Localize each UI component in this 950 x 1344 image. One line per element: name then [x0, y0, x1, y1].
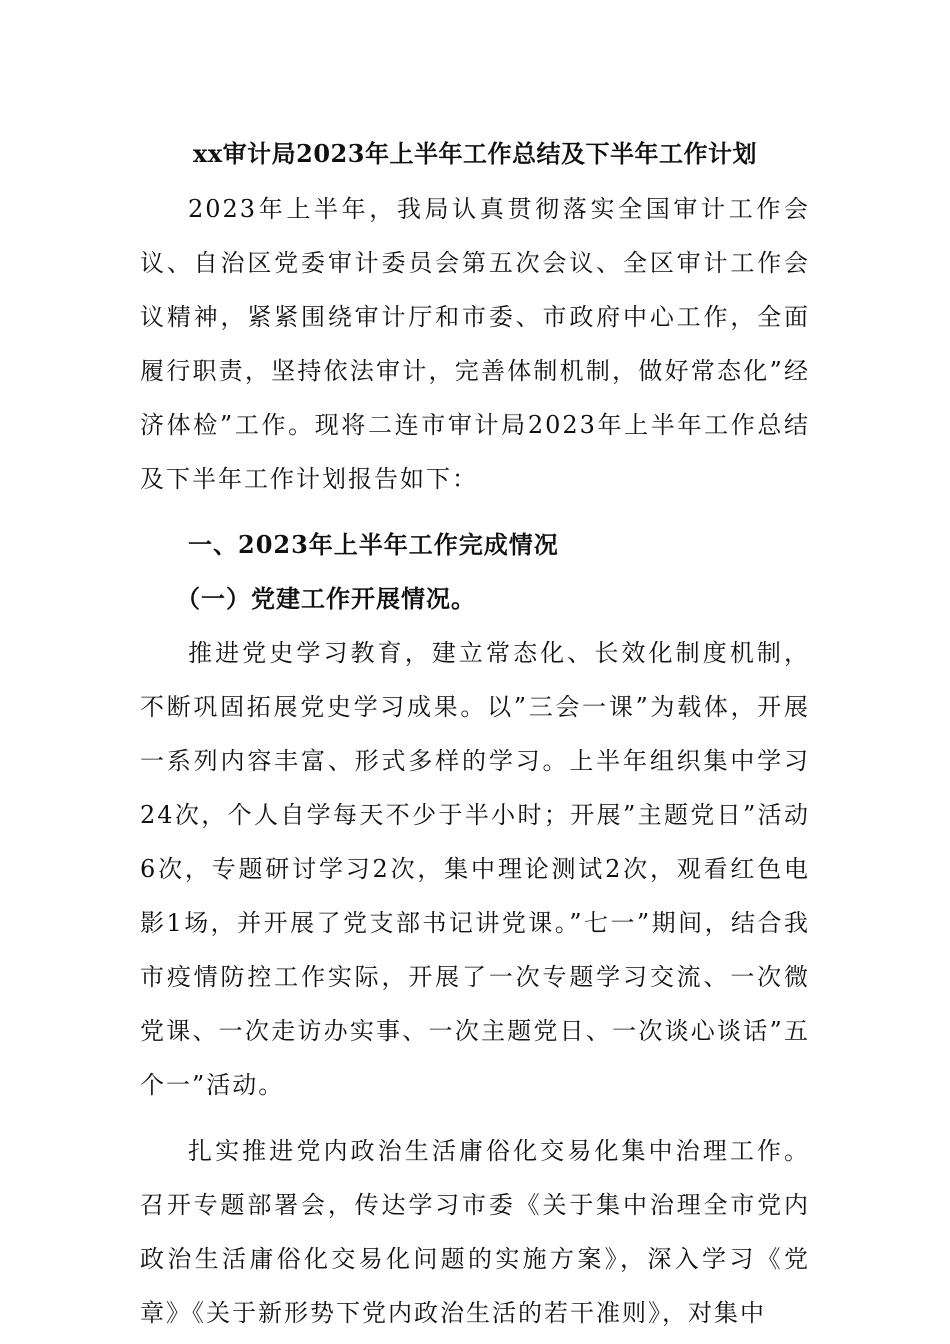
subsection-heading: （一）党建工作开展情况。 [176, 584, 476, 613]
body-paragraph-governance: 扎实推进党内政治生活庸俗化交易化集中治理工作。召开专题部署会，传达学习市委《关于集中治理全市党内政治生活庸俗化交易化问题的实施方案》，深入学习《党章》《关于新形势下党内政治生活的若干准则》，对集中 [140, 1137, 810, 1327]
document-title: xx审计局2023年上半年工作总结及下半年工作计划 [193, 139, 757, 168]
document-body [140, 138, 810, 1340]
section-spacer [140, 506, 810, 518]
body-paragraph-party-history: 推进党史学习教育，建立常态化、长效化制度机制，不断巩固拓展党史学习成果。以”三会一课”为载体，开展一系列内容丰富、形式多样的学习。上半年组织集中学习24次，个人自学每天不少于半小时；开展”主题党日”活动6次，专题研讨学习2次，集中理论测试2次，观看红色电影1场，并开展了党支部书记讲党课。”七一”期间，结合我市疫情防控工作实际，开展了一次专题学习交流、一次微党课、一次走访办实事、一次主题党日、一次谈心谈话”五个一”活动。 [140, 639, 810, 1099]
section-heading: 一、2023年上半年工作完成情况 [188, 530, 559, 559]
paragraph-spacer [140, 1112, 810, 1124]
intro-paragraph: 2023年上半年，我局认真贯彻落实全国审计工作会议、自治区党委审计委员会第五次会议、全区审计工作会议精神，紧紧围绕审计厅和市委、市政府中心工作，全面履行职责，坚持依法审计，完善体制机制，做好常态化”经济体检”工作。现将二连市审计局2023年上半年工作总结及下半年工作计划报告如下： [140, 195, 810, 493]
